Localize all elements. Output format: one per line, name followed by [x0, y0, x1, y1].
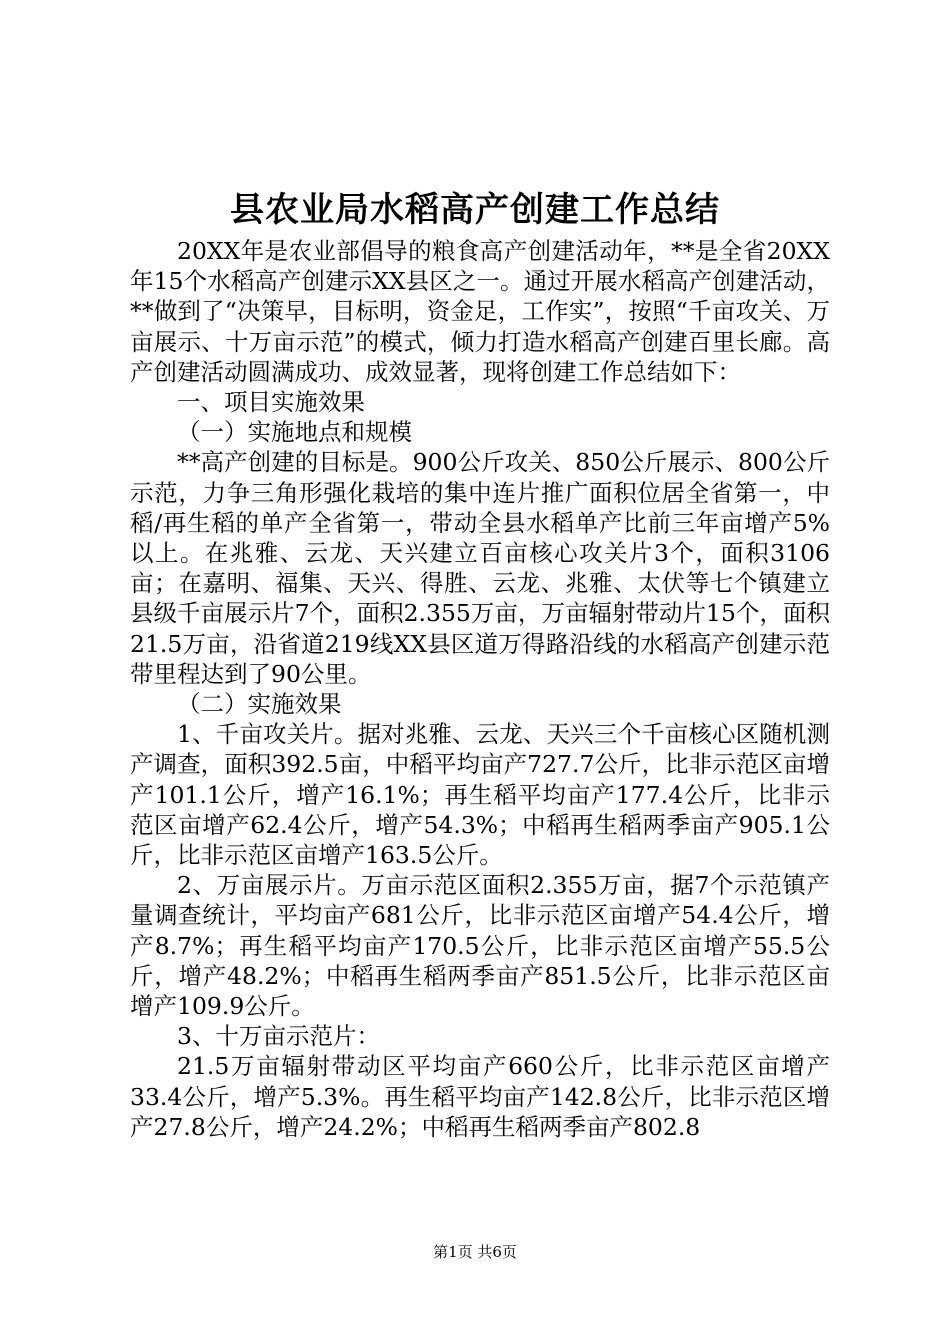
subsection-heading-2: （二）实施效果	[177, 690, 342, 719]
subsection-heading-1: （一）实施地点和规模	[177, 418, 412, 447]
document-title: 县农业局水稻高产创建工作总结	[230, 190, 720, 230]
intro-paragraph: 20XX年是农业部倡导的粮食高产创建活动年，**是全省20XX年15个水稻高产创建示XX县区之一。通过开展水稻高产创建活动，**做到了“决策早，目标明，资金足，工作实”，按照“千亩攻关、万亩展示、十万亩示范”的模式，倾力打造水稻高产创建百里长廊。高产创建活动圆满成功、成效显著，现将创建工作总结如下：	[130, 237, 830, 386]
result-heading-3: 3、十万亩示范片：	[177, 1022, 380, 1051]
scale-paragraph: **高产创建的目标是。900公斤攻关、850公斤展示、800公斤示范，力争三角形强化栽培的集中连片推广面积位居全省第一，中稻/再生稻的单产全省第一，带动全县水稻单产比前三年亩增产5%以上。在兆雅、云龙、天兴建立百亩核心攻关片3个，面积3106亩；在嘉明、福集、天兴、得胜、云龙、兆雅、太伏等七个镇建立县级千亩展示片7个，面积2.355万亩，万亩辐射带动片15个，面积21.5万亩，沿省道219线XX县区道万得路沿线的水稻高产创建示范带里程达到了90公里。	[130, 448, 830, 688]
result-paragraph-3: 21.5万亩辐射带动区平均亩产660公斤，比非示范区亩增产33.4公斤，增产5.3%。再生稻平均亩产142.8公斤，比非示范区增产27.8公斤，增产24.2%；中稻再生稻两季亩产802.8	[130, 1052, 830, 1141]
document-body	[130, 236, 830, 1142]
page-footer: 第1页 共6页	[433, 1243, 517, 1261]
result-paragraph-1: 1、千亩攻关片。据对兆雅、云龙、天兴三个千亩核心区随机测产调查，面积392.5亩，中稻平均亩产727.7公斤，比非示范区亩增产101.1公斤，增产16.1%；再生稻平均亩产177.4公斤，比非示范区亩增产62.4公斤，增产54.3%；中稻再生稻两季亩产905.1公斤，比非示范区亩增产163.5公斤。	[130, 720, 830, 870]
result-paragraph-2: 2、万亩展示片。万亩示范区面积2.355万亩，据7个示范镇产量调查统计，平均亩产681公斤，比非示范区亩增产54.4公斤，增产8.7%；再生稻平均亩产170.5公斤，比非示范区亩增产55.5公斤，增产48.2%；中稻再生稻两季亩产851.5公斤，比非示范区亩增产109.9公斤。	[130, 871, 830, 1021]
section-heading-1: 一、项目实施效果	[177, 388, 365, 417]
